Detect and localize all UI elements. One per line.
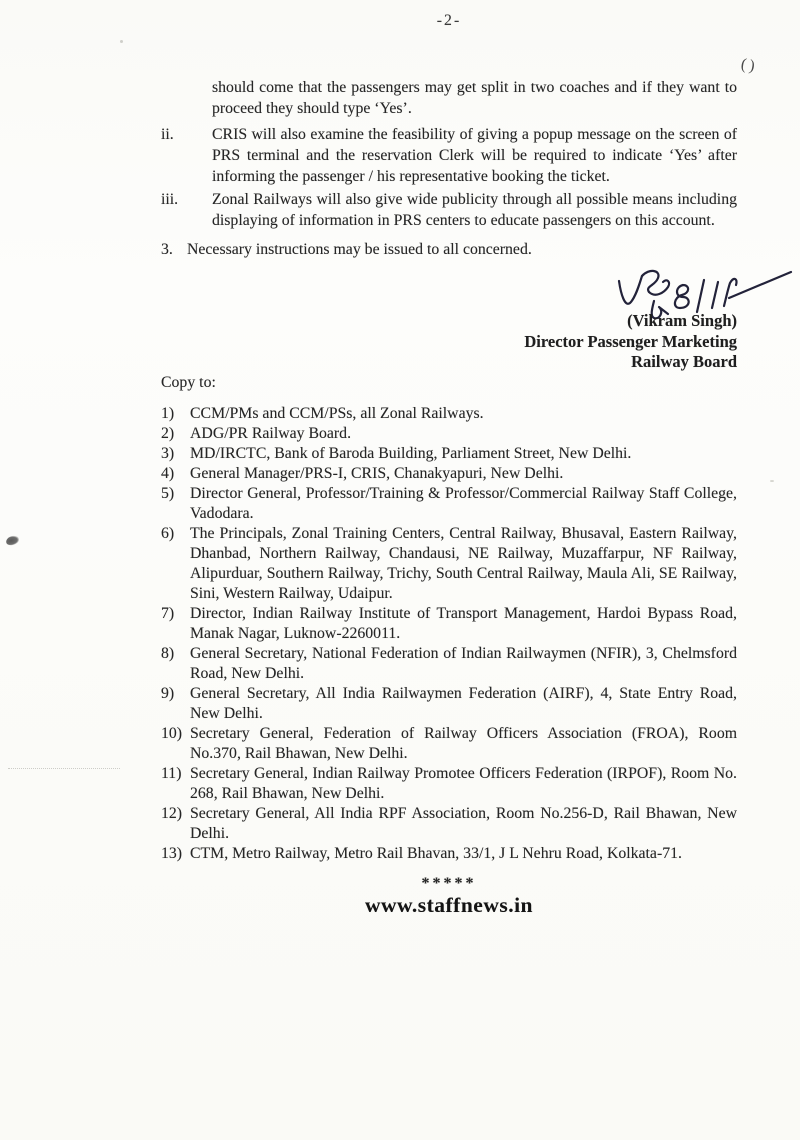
copy-to-list <box>161 404 737 864</box>
copy-to-item <box>161 844 737 864</box>
copy-to-item-text: ADG/PR Railway Board. <box>190 425 352 442</box>
scan-speck <box>770 480 774 482</box>
scan-paren-artifact: () <box>739 55 759 76</box>
copy-to-item-number: 11) <box>161 765 182 782</box>
copy-to-item-number: 10) <box>161 725 183 742</box>
copy-to-item-text: Secretary General, Federation of Railway Officers Association (FROA), Room No.370, Rail Bhawan, New Delhi. <box>190 725 737 762</box>
copy-to-item-number: 13) <box>161 845 183 862</box>
copy-to-item-number: 2) <box>161 425 175 442</box>
copy-to-label: Copy to: <box>161 374 216 391</box>
copy-to-item-number: 8) <box>161 645 175 662</box>
copy-to-item <box>161 764 737 804</box>
paragraph-3-text: Necessary instructions may be issued to all concerned. <box>187 241 532 258</box>
copy-to-item-text: MD/IRCTC, Bank of Baroda Building, Parliament Street, New Delhi. <box>190 445 632 462</box>
copy-to-item-number: 1) <box>161 405 175 422</box>
signature-block <box>161 262 737 372</box>
copy-to-item <box>161 524 737 604</box>
roman-item-number: ii. <box>161 126 174 143</box>
copy-to-item-number: 7) <box>161 605 175 622</box>
copy-to-item-text: General Secretary, National Federation of Indian Railwaymen (NFIR), 3, Chelmsford Road, New Delhi. <box>190 645 737 682</box>
copy-to-item-text: Secretary General, Indian Railway Promotee Officers Federation (IRPOF), Room No. 268, Rail Bhawan, New Delhi. <box>190 765 737 802</box>
paragraph-3 <box>161 239 737 260</box>
paragraph-3-number: 3. <box>161 241 173 258</box>
copy-to-item-text: CCM/PMs and CCM/PSs, all Zonal Railways. <box>190 405 484 422</box>
copy-to-item-text: General Secretary, All India Railwaymen Federation (AIRF), 4, State Entry Road, New Delhi. <box>190 685 737 722</box>
copy-to-item-number: 5) <box>161 485 175 502</box>
roman-item-ii <box>161 124 737 187</box>
copy-to-item <box>161 684 737 724</box>
copy-to-item-text: CTM, Metro Railway, Metro Rail Bhavan, 33/1, J L Nehru Road, Kolkata-71. <box>190 845 682 862</box>
copy-to-item <box>161 724 737 764</box>
copy-to-item <box>161 464 737 484</box>
signatory-title: Director Passenger Marketing <box>524 331 737 351</box>
scan-dots-artifact <box>8 768 120 769</box>
copy-to-item <box>161 484 737 524</box>
watermark-site-name: www.staffnews.in <box>364 893 534 917</box>
copy-to-item-number: 12) <box>161 805 183 822</box>
signatory-name: (Vikram Singh) <box>627 311 737 330</box>
copy-to-item-text: Director General, Professor/Training & Professor/Commercial Railway Staff College, Vadodara. <box>190 485 737 522</box>
copy-to-item-number: 4) <box>161 465 175 482</box>
copy-to-item <box>161 804 737 844</box>
copy-to-item <box>161 644 737 684</box>
copy-to-item-number: 9) <box>161 685 175 702</box>
scan-smudge-artifact <box>5 535 20 547</box>
copy-to-item <box>161 424 737 444</box>
scan-speck <box>120 40 123 43</box>
roman-item-iii <box>161 189 737 231</box>
page-number: -2- <box>436 12 462 29</box>
copy-to-item <box>161 404 737 424</box>
signatory-org: Railway Board <box>631 352 737 371</box>
roman-item-text: Zonal Railways will also give wide publicity through all possible means including displaying of information in PRS centers to educate passengers on this account. <box>212 191 737 229</box>
copy-to-item-text: General Manager/PRS-I, CRIS, Chanakyapuri, New Delhi. <box>190 465 564 482</box>
copy-to-item <box>161 444 737 464</box>
copy-to-item-text: Secretary General, All India RPF Association, Room No.256-D, Rail Bhawan, New Delhi. <box>190 805 737 842</box>
roman-numbered-list <box>161 124 737 231</box>
opening-paragraph: should come that the passengers may get split in two coaches and if they want to proceed they should type ‘Yes’. <box>212 79 737 117</box>
copy-to-item-text: Director, Indian Railway Institute of Transport Management, Hardoi Bypass Road, Manak Nagar, Luknow-2260011. <box>190 605 737 642</box>
separator-stars: ***** <box>421 875 477 892</box>
copy-to-item-number: 3) <box>161 445 175 462</box>
roman-item-text: CRIS will also examine the feasibility of giving a popup message on the screen of PRS terminal and the reservation Clerk will be required to indicate ‘Yes’ after informing the passenger / his representative booking the ticket. <box>212 126 737 185</box>
signatory-details <box>524 311 737 373</box>
roman-item-number: iii. <box>161 191 179 208</box>
copy-to-item-number: 6) <box>161 525 175 542</box>
copy-to-item-text: The Principals, Zonal Training Centers, Central Railway, Bhusaval, Eastern Railway, Dhanbad, Northern Railway, Chandausi, NE Railway, Muzaffarpur, NF Railway, Alipurduar, Southern Railway, Trichy, South Central Railway, Maula Ali, SE Railway, Sini, Western Railway, Udaipur. <box>190 525 737 602</box>
copy-to-item <box>161 604 737 644</box>
